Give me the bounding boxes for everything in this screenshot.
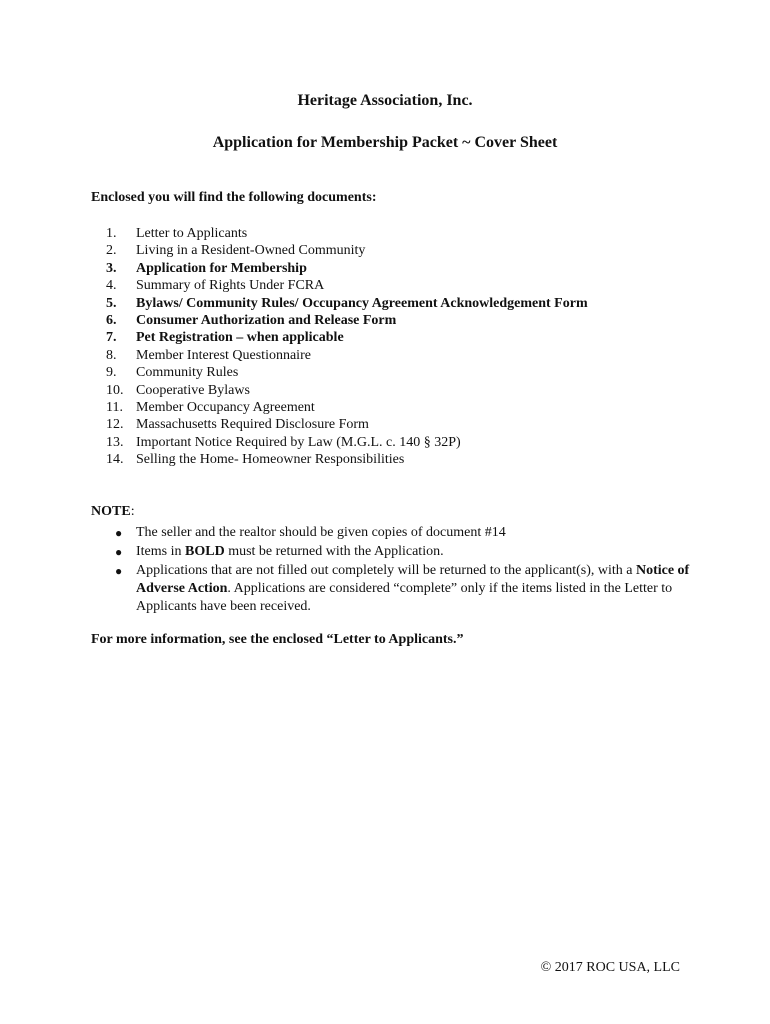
list-item (91, 451, 711, 468)
item-number: 13. (106, 434, 124, 450)
note-item-text: The seller and the realtor should be given copies of document #14 (136, 525, 506, 540)
item-number: 12. (106, 417, 124, 433)
note-item (91, 543, 691, 561)
note-item-text-bold: BOLD (185, 544, 225, 559)
item-text: Member Occupancy Agreement (136, 399, 315, 415)
bullet-icon: ● (115, 545, 123, 559)
bullet-icon: ● (115, 564, 123, 578)
copyright-notice: © 2017 ROC USA, LLC (540, 960, 680, 975)
item-number: 10. (106, 382, 124, 398)
note-heading-label: NOTE (91, 504, 131, 519)
list-item (91, 329, 711, 346)
organization-name: Heritage Association, Inc. (297, 92, 473, 109)
item-text: Bylaws/ Community Rules/ Occupancy Agreement Acknowledgement Form (136, 295, 588, 311)
list-item (91, 416, 711, 433)
document-list (91, 225, 711, 468)
list-item (91, 260, 711, 277)
list-item (91, 225, 711, 242)
note-item (91, 524, 691, 542)
list-item (91, 347, 711, 364)
list-item (91, 364, 711, 381)
intro-text: Enclosed you will find the following documents: (91, 190, 377, 205)
note-list (91, 524, 691, 617)
note-item-text-pre: Applications that are not filled out completely will be returned to the applicant(s), with a (136, 563, 636, 578)
note-item-text-post: . Applications are considered “complete” only if the items listed in the Letter to Applicants have been received. (136, 581, 673, 614)
document-title: Application for Membership Packet ~ Cover Sheet (212, 134, 558, 151)
list-item (91, 382, 711, 399)
item-text: Letter to Applicants (136, 226, 248, 241)
item-text: Summary of Rights Under FCRA (136, 278, 325, 294)
list-item (91, 399, 711, 416)
note-heading (91, 504, 135, 520)
item-text: Cooperative Bylaws (136, 382, 250, 398)
note-item-text-pre: Items in (136, 544, 185, 559)
item-number: 5. (106, 295, 117, 311)
item-number: 2. (106, 243, 117, 259)
item-text: Selling the Home- Homeowner Responsibilities (136, 452, 405, 468)
item-text: Application for Membership (136, 260, 307, 276)
list-item (91, 312, 711, 329)
item-number: 1. (106, 226, 117, 241)
note-item-text-bold: Notice of Adverse Action (136, 563, 690, 596)
item-number: 8. (106, 347, 117, 363)
item-text: Member Interest Questionnaire (136, 347, 311, 363)
list-item (91, 242, 711, 259)
item-text: Massachusetts Required Disclosure Form (136, 417, 369, 433)
item-number: 9. (106, 365, 117, 381)
list-item (91, 295, 711, 312)
item-text: Pet Registration – when applicable (136, 330, 344, 346)
item-number: 7. (106, 330, 117, 346)
note-heading-colon: : (130, 504, 135, 519)
item-text: Community Rules (136, 365, 239, 381)
item-text: Important Notice Required by Law (M.G.L. c. 140 § 32P) (136, 434, 461, 450)
more-info-text: For more information, see the enclosed “Letter to Applicants.” (91, 632, 464, 647)
item-number: 3. (106, 260, 117, 276)
item-number: 4. (106, 278, 117, 294)
note-item (91, 562, 691, 616)
note-item-text-post: must be returned with the Application. (224, 544, 444, 559)
item-number: 14. (106, 452, 124, 468)
bullet-icon: ● (115, 526, 123, 540)
item-text: Living in a Resident-Owned Community (136, 243, 366, 259)
item-number: 6. (106, 312, 117, 328)
list-item (91, 434, 711, 451)
list-item (91, 277, 711, 294)
item-number: 11. (106, 399, 123, 415)
item-text: Consumer Authorization and Release Form (136, 312, 397, 328)
